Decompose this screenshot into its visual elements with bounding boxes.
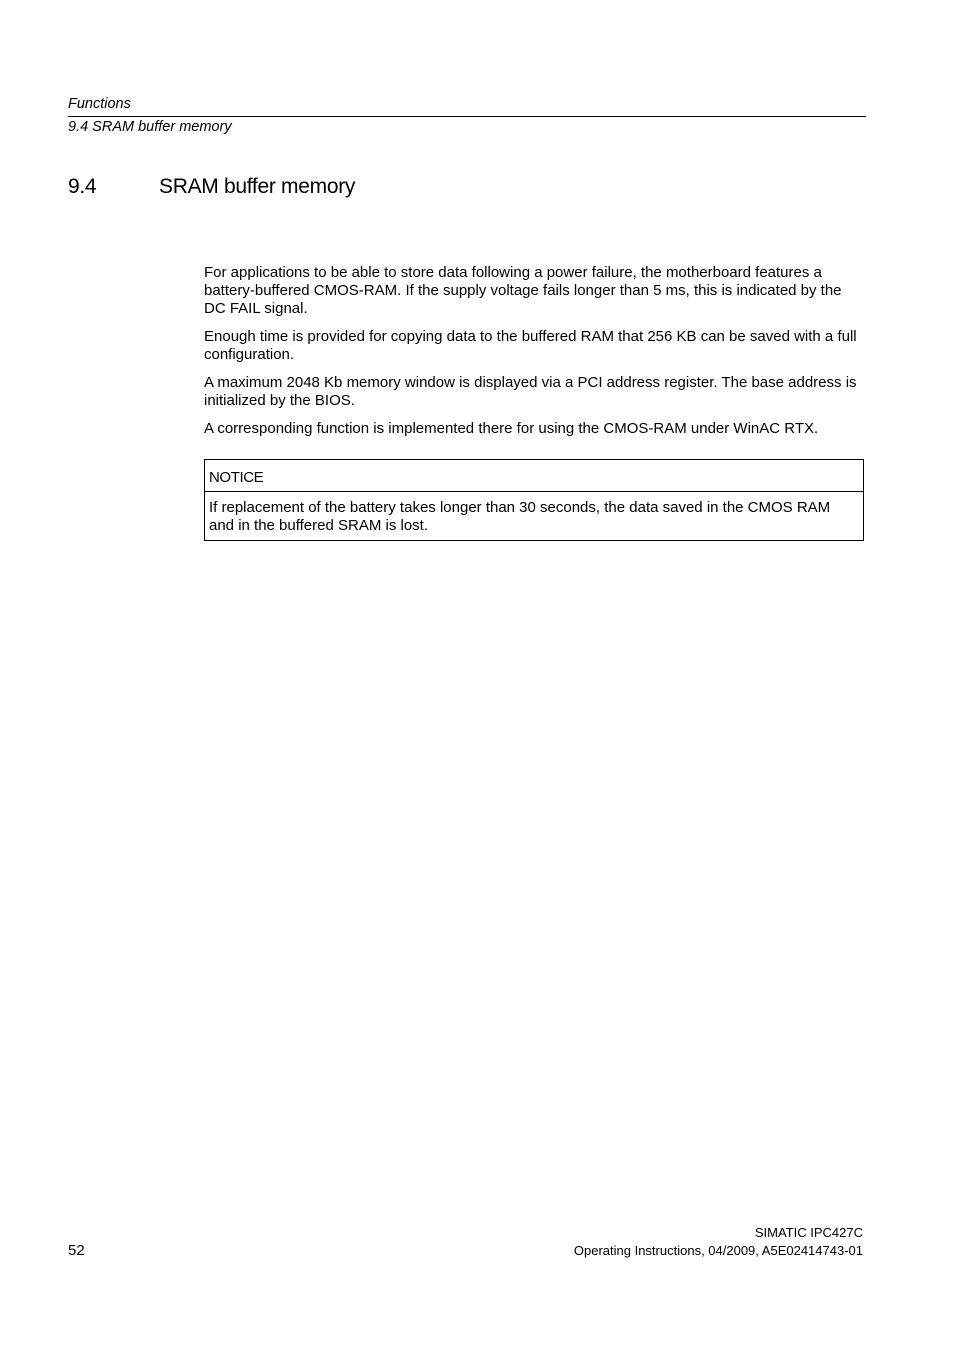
page-number: 52 [68,1242,85,1259]
footer-product: SIMATIC IPC427C [754,1225,863,1240]
header-section: 9.4 SRAM buffer memory [68,119,232,135]
header-rule [68,116,866,117]
footer-document: Operating Instructions, 04/2009, A5E02414743-01 [573,1243,863,1258]
notice-text: If replacement of the battery takes longer than 30 seconds, the data saved in the CMOS RAM and in the buffered SRAM is lost. [209,499,831,534]
running-header [68,95,866,136]
section-number: 9.4 [68,175,97,198]
body-text [204,264,864,448]
paragraph: For applications to be able to store data following a power failure, the motherboard features a battery-buffered CMOS-RAM. If the supply voltage fails longer than 5 ms, this is indicated by the DC FAIL signal. [204,264,842,317]
section-title: SRAM buffer memory [159,175,356,198]
paragraph: A maximum 2048 Kb memory window is displayed via a PCI address register. The base address is initialized by the BIOS. [204,374,857,409]
footer-product-info [574,1224,863,1260]
paragraph: Enough time is provided for copying data to the buffered RAM that 256 KB can be saved with a full configuration. [204,328,857,363]
section-heading [68,174,355,200]
notice-box [204,459,864,541]
header-chapter: Functions [68,96,131,112]
paragraph: A corresponding function is implemented there for using the CMOS-RAM under WinAC RTX. [204,420,819,437]
notice-title: NOTICE [205,460,863,492]
